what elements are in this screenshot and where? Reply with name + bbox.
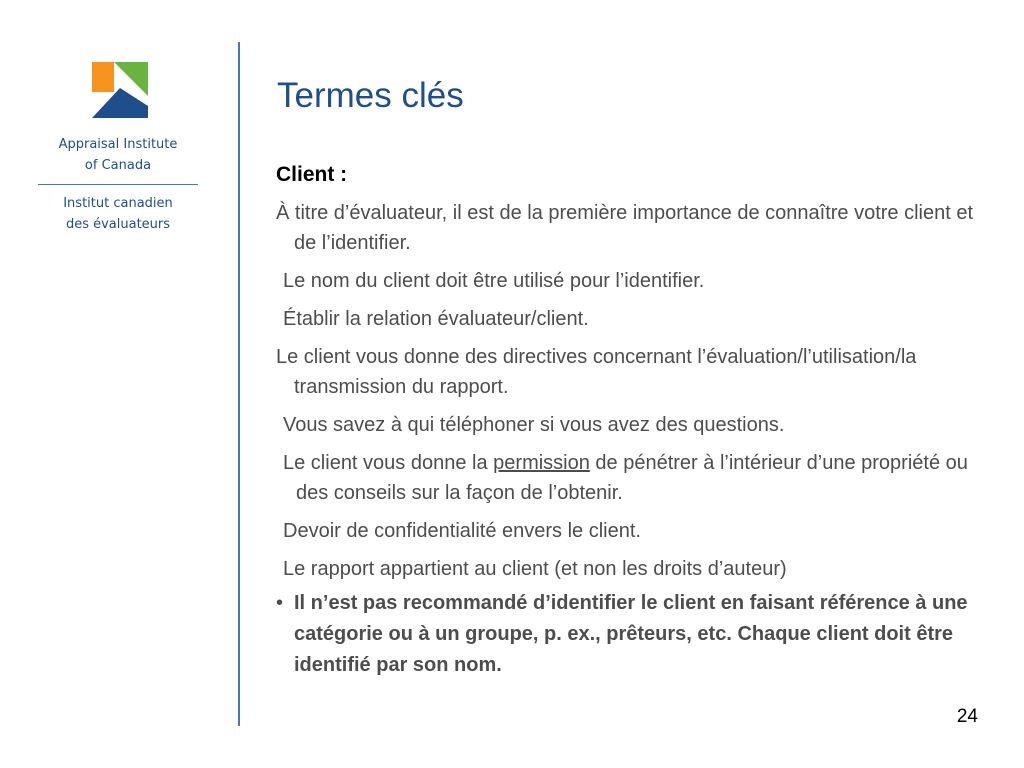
body-paragraph: Le nom du client doit être utilisé pour l’identifier.: [283, 270, 705, 292]
org-name-english-line: of Canada: [84, 158, 152, 173]
org-name-french-line: des évaluateurs: [65, 217, 171, 232]
permission-text-after: de pénétrer à l’intérieur d’une propriété ou des conseils sur la façon de l’obtenir.: [296, 452, 968, 504]
body-paragraph: À titre d’évaluateur, il est de la première importance de connaître votre client et de l’identifier.: [276, 202, 974, 254]
body-paragraph: Établir la relation évaluateur/client.: [283, 308, 589, 330]
organization-logo: [38, 62, 198, 235]
slide-title: Termes clés: [277, 76, 464, 115]
bullet-text: Il n’est pas recommandé d’identifier le client en faisant référence à une catégorie ou à un groupe, p. ex., prêteurs, etc. Chaque client doit être identifié par son nom.: [294, 592, 968, 676]
org-name-french-line: Institut canadien: [63, 196, 173, 211]
logo-divider: [38, 184, 198, 185]
body-paragraph: Le client vous donne des directives concernant l’évaluation/l’utilisation/la transmission du rapport.: [276, 346, 917, 398]
permission-text-before: Le client vous donne la: [283, 452, 494, 474]
org-name-english-line: Appraisal Institute: [58, 137, 178, 152]
page-number: 24: [956, 706, 978, 727]
body-paragraph: Devoir de confidentialité envers le client.: [283, 520, 641, 542]
body-paragraph: Vous savez à qui téléphoner si vous avez des questions.: [283, 414, 785, 436]
slide-body: [276, 160, 976, 681]
section-heading: Client :: [276, 163, 348, 186]
org-name-french: [38, 193, 198, 235]
permission-paragraph: [276, 448, 976, 508]
org-name-english: [38, 134, 198, 176]
bullet-item: [276, 588, 976, 681]
institute-logo-icon: [92, 62, 148, 118]
body-paragraph: Le rapport appartient au client (et non les droits d’auteur): [283, 558, 787, 580]
bullet-marker: •: [276, 592, 284, 614]
permission-underlined-term: permission: [493, 452, 590, 474]
vertical-divider: [238, 42, 240, 726]
